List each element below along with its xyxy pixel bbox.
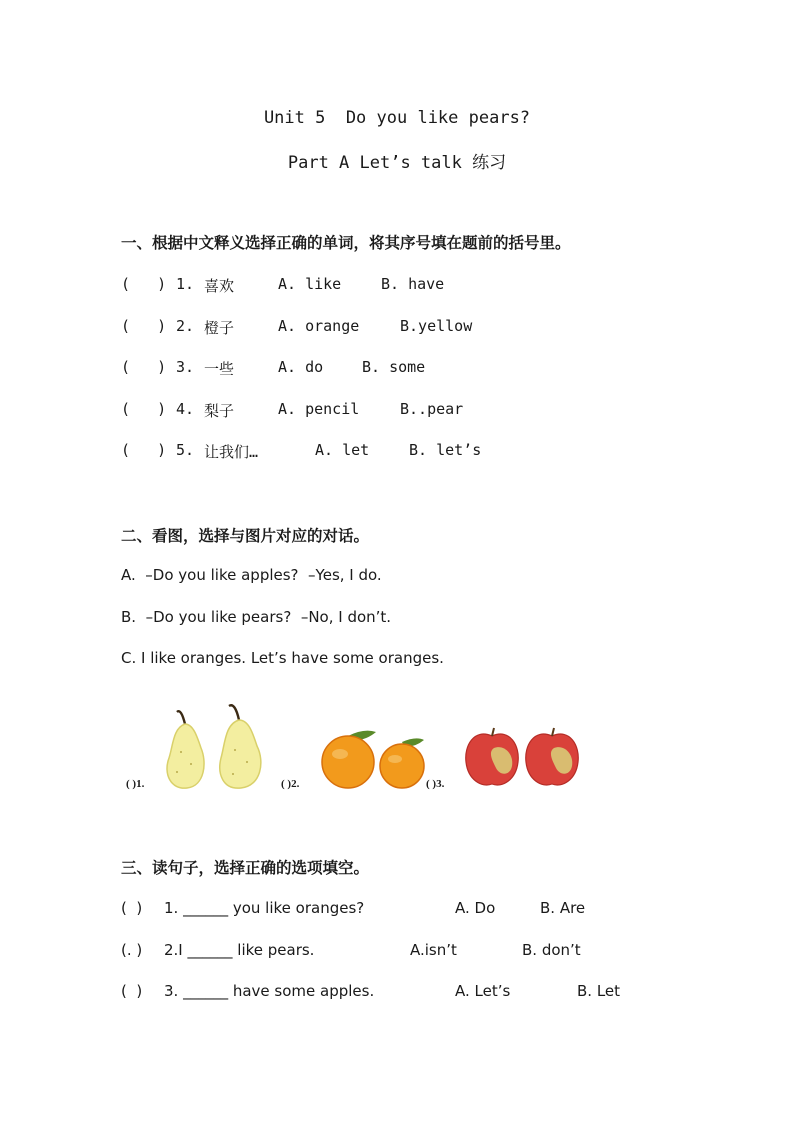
sentence-stem: 1. ______ you like oranges?	[164, 899, 365, 917]
option-a: A. orange	[278, 317, 360, 335]
sentence-stem: 2.I ______ like pears.	[164, 941, 315, 959]
apples-image	[464, 726, 584, 790]
pear-icon	[167, 711, 204, 788]
question-number: 3.	[176, 358, 195, 376]
orange-icon	[380, 738, 424, 788]
apple-icon	[466, 728, 519, 785]
question-number: 5.	[176, 441, 195, 459]
question-number: 2.	[176, 317, 195, 335]
option-b: B..pear	[400, 400, 464, 418]
picture-3-label[interactable]: ( )3.	[426, 778, 445, 790]
chinese-meaning: 喜欢	[204, 277, 235, 295]
option-b: B. have	[381, 275, 445, 293]
pear-icon	[220, 705, 261, 788]
option-a: A.isn’t	[410, 941, 457, 959]
option-b: B. don’t	[522, 941, 581, 959]
option-a: A. Let’s	[455, 982, 511, 1000]
dialogue-option-c: C. I like oranges. Let’s have some oranges.	[121, 649, 444, 667]
option-a: A. like	[278, 275, 342, 293]
chinese-meaning: 一些	[204, 360, 235, 378]
dialogue-option-a: A. –Do you like apples? –Yes, I do.	[121, 566, 382, 584]
picture-1-label[interactable]: ( )1.	[126, 778, 145, 790]
option-b: B. some	[362, 358, 426, 376]
answer-bracket[interactable]: ( )	[121, 275, 167, 293]
answer-bracket[interactable]: ( )	[121, 899, 143, 917]
answer-bracket[interactable]: ( )	[121, 358, 167, 376]
chinese-meaning: 梨子	[204, 402, 235, 420]
option-a: A. do	[278, 358, 324, 376]
option-a: A. pencil	[278, 400, 360, 418]
option-a: A. Do	[455, 899, 496, 917]
option-b: B. Let	[577, 982, 621, 1000]
section-1-heading: 一、根据中文释义选择正确的单词，将其序号填在题前的括号里。	[121, 234, 571, 252]
option-b: B.yellow	[400, 317, 473, 335]
answer-bracket[interactable]: ( )	[121, 982, 143, 1000]
answer-bracket[interactable]: ( )	[121, 441, 167, 459]
worksheet-title: Unit 5 Do you like pears?	[263, 108, 531, 128]
option-b: B. Are	[540, 899, 586, 917]
pears-image	[163, 702, 283, 790]
chinese-meaning: 让我们…	[204, 443, 259, 461]
orange-icon	[322, 731, 376, 788]
question-number: 4.	[176, 400, 195, 418]
answer-bracket[interactable]: ( )	[121, 400, 167, 418]
question-number: 1.	[176, 275, 195, 293]
section-2-heading: 二、看图，选择与图片对应的对话。	[121, 527, 370, 545]
answer-bracket[interactable]: ( )	[121, 317, 167, 335]
option-a: A. let	[315, 441, 370, 459]
worksheet-subtitle: Part A Let’s talk 练习	[287, 153, 507, 173]
section-3-heading: 三、读句子，选择正确的选项填空。	[121, 859, 370, 877]
sentence-stem: 3. ______ have some apples.	[164, 982, 375, 1000]
picture-2-label[interactable]: ( )2.	[281, 778, 300, 790]
answer-bracket[interactable]: (. )	[121, 941, 143, 959]
apple-icon	[526, 728, 579, 785]
dialogue-option-b: B. –Do you like pears? –No, I don’t.	[121, 608, 392, 626]
chinese-meaning: 橙子	[204, 319, 235, 337]
option-b: B. let’s	[409, 441, 482, 459]
oranges-image	[320, 728, 430, 790]
